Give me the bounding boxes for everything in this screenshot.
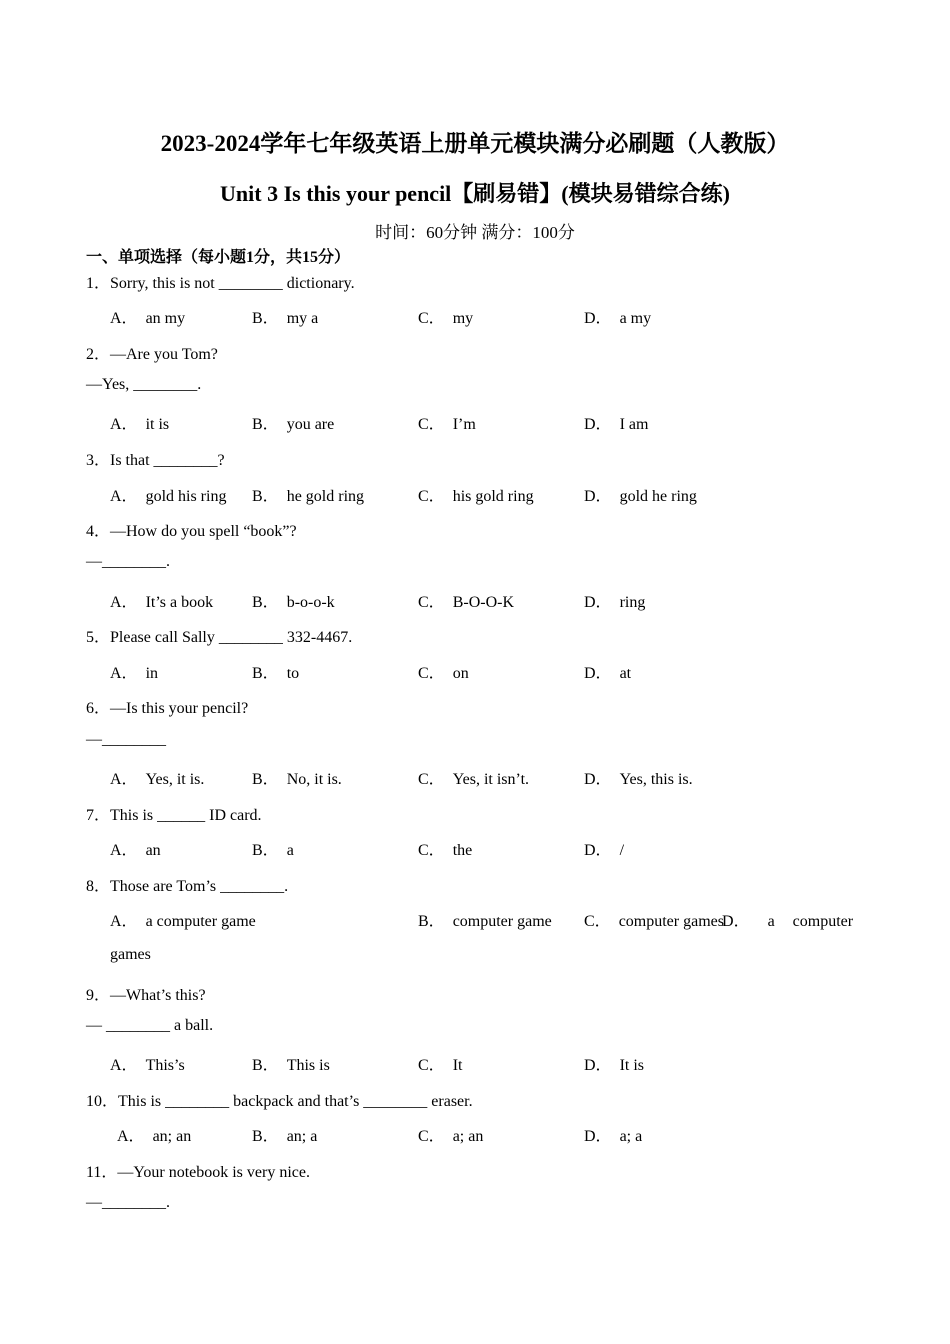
- question-11-stem: 11．—Your notebook is very nice.: [86, 1164, 310, 1181]
- question-9-answer-line: — ________ a ball.: [86, 1017, 214, 1034]
- option-d[interactable]: D． It is: [584, 1057, 645, 1074]
- option-b[interactable]: B． he gold ring: [252, 488, 365, 505]
- option-d[interactable]: D． ring: [584, 594, 646, 611]
- question-5-options: [0, 660, 950, 684]
- question-2-answer-line: —Yes, ________.: [86, 376, 202, 393]
- option-c[interactable]: C． I’m: [418, 416, 476, 433]
- option-d[interactable]: D． a my: [584, 310, 652, 327]
- option-b[interactable]: B． an; a: [252, 1128, 318, 1145]
- option-b[interactable]: B． computer game: [418, 913, 552, 930]
- question-2-options: [0, 411, 950, 435]
- option-b[interactable]: B． to: [252, 665, 300, 682]
- question-7-stem: 7．This is ______ ID card.: [86, 807, 262, 824]
- option-d[interactable]: D． a computer: [722, 913, 854, 930]
- option-b[interactable]: B． This is: [252, 1057, 330, 1074]
- question-6-options: [0, 766, 950, 790]
- option-d-wrap: games: [110, 946, 151, 963]
- option-c[interactable]: C． B-O-O-K: [418, 594, 515, 611]
- option-d[interactable]: D． a; a: [584, 1128, 643, 1145]
- question-4-options: [0, 589, 950, 613]
- option-a[interactable]: A． it is: [110, 416, 170, 433]
- question-2-stem: 2．—Are you Tom?: [86, 346, 218, 363]
- question-4-answer-line: —________.: [86, 553, 170, 570]
- option-b[interactable]: B． b-o-o-k: [252, 594, 335, 611]
- question-7-options: [0, 837, 950, 861]
- question-6-stem: 6．—Is this your pencil?: [86, 700, 249, 717]
- option-c[interactable]: C． on: [418, 665, 469, 682]
- option-c[interactable]: C． It: [418, 1057, 463, 1074]
- exam-meta: 时间：60分钟 满分：100分: [375, 223, 575, 242]
- page-subtitle: Unit 3 Is this your pencil【刷易错】(模块易错综合练): [220, 181, 730, 206]
- option-a[interactable]: A． It’s a book: [110, 594, 214, 611]
- option-c[interactable]: C． my: [418, 310, 474, 327]
- page-title: 2023-2024学年七年级英语上册单元模块满分必刷题（人教版）: [160, 131, 790, 156]
- question-9-stem: 9．—What’s this?: [86, 987, 206, 1004]
- option-b[interactable]: B． No, it is.: [252, 771, 342, 788]
- question-1-options: [0, 305, 950, 329]
- option-a[interactable]: A． an; an: [117, 1128, 192, 1145]
- question-3-options: [0, 483, 950, 507]
- question-4-stem: 4．—How do you spell “book”?: [86, 523, 297, 540]
- section-heading: 一、单项选择（每小题1分，共15分）: [86, 249, 351, 266]
- question-11-answer-line: —________.: [86, 1194, 170, 1211]
- question-10-options: [0, 1123, 950, 1147]
- question-3-stem: 3．Is that ________?: [86, 452, 225, 469]
- option-c[interactable]: C． computer games: [584, 913, 724, 930]
- option-a[interactable]: A． This’s: [110, 1057, 185, 1074]
- option-b[interactable]: B． my a: [252, 310, 319, 327]
- option-c[interactable]: C． Yes, it isn’t.: [418, 771, 530, 788]
- option-a[interactable]: A． in: [110, 665, 159, 682]
- option-c[interactable]: C． the: [418, 842, 473, 859]
- question-9-options: [0, 1052, 950, 1076]
- option-a[interactable]: A． an: [110, 842, 161, 859]
- option-a[interactable]: A． Yes, it is.: [110, 771, 205, 788]
- question-1-stem: 1．Sorry, this is not ________ dictionary.: [86, 275, 355, 292]
- option-c[interactable]: C． his gold ring: [418, 488, 534, 505]
- option-d[interactable]: D． at: [584, 665, 632, 682]
- question-10-stem: 10．This is ________ backpack and that’s ________ eraser.: [86, 1093, 473, 1110]
- option-d[interactable]: D． /: [584, 842, 625, 859]
- option-b[interactable]: B． you are: [252, 416, 335, 433]
- option-a[interactable]: A． an my: [110, 310, 186, 327]
- option-d[interactable]: D． I am: [584, 416, 649, 433]
- question-6-answer-line: —________: [86, 731, 166, 748]
- question-8-stem: 8．Those are Tom’s ________.: [86, 878, 289, 895]
- option-c[interactable]: C． a; an: [418, 1128, 484, 1145]
- option-b[interactable]: B． a: [252, 842, 294, 859]
- option-a[interactable]: A． gold his ring: [110, 488, 227, 505]
- option-d[interactable]: D． Yes, this is.: [584, 771, 693, 788]
- question-8-options: [0, 908, 950, 932]
- option-d[interactable]: D． gold he ring: [584, 488, 697, 505]
- question-5-stem: 5．Please call Sally ________ 332-4467.: [86, 629, 353, 646]
- option-a[interactable]: A． a computer game: [110, 913, 256, 930]
